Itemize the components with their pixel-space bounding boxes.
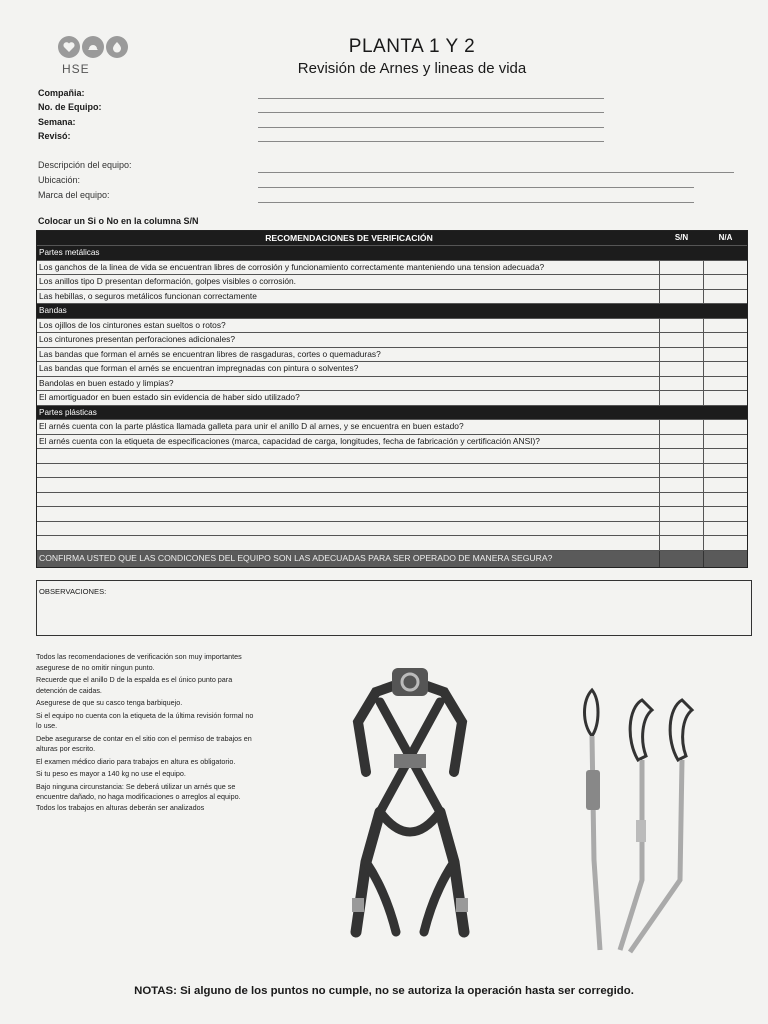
sn-cell[interactable] [659,319,703,333]
confirm-na-cell[interactable] [703,551,747,567]
table-row [37,435,747,450]
instruction-text: Colocar un Si o No en la columna S/N [38,216,199,226]
col-sn-header: S/N [659,231,703,245]
sn-cell[interactable] [659,377,703,391]
question: Las hebillas, o seguros metálicos funcionan correctamente [39,290,257,301]
equipment-number-field[interactable] [258,112,604,113]
question: Bandolas en buen estado y limpias? [39,377,174,388]
observations-label: OBSERVACIONES: [39,587,107,596]
sn-cell[interactable] [659,348,703,362]
na-cell[interactable] [703,261,747,275]
table-row [37,348,747,363]
table-row [37,391,747,406]
table-row-blank [37,493,747,508]
bottom-note: NOTAS: Si alguno de los puntos no cumple, no se autoriza la operación hasta ser corregido. [134,985,634,997]
table-row [37,319,747,334]
table-row [37,377,747,392]
reviewer-field[interactable] [258,141,604,142]
confirm-row [37,551,747,567]
note-item: Recuerde que el anillo D de la espalda es el único punto para detención de caidas. [36,675,233,695]
na-cell[interactable] [703,348,747,362]
na-cell[interactable] [703,420,747,434]
note-item: Si el equipo no cuenta con la etiqueta de la última revisión formal no lo use. [36,710,254,730]
confirm-sn-cell[interactable] [659,551,703,567]
table-row [37,362,747,377]
equipment-fields [38,158,132,203]
note-item: El examen médico diario para trabajos en altura es obligatorio. [36,756,236,766]
table-header [37,231,747,246]
question: El amortiguador en buen estado sin evidencia de haber sido utilizado? [39,392,300,402]
section-plastic [37,406,747,421]
equipment-description-field[interactable] [258,172,734,173]
sn-cell[interactable] [659,261,703,275]
logo-text: HSE [62,62,90,76]
company-field[interactable] [258,98,604,99]
note-item: Si tu peso es mayor a 140 kg no use el equipo. [36,769,186,778]
table-row-blank [37,522,747,537]
sn-cell[interactable] [659,420,703,434]
note-item: Debe asegurarse de contar en el sitio con el permiso de trabajos en alturas por escrito. [36,733,252,753]
section-title: Partes metálicas [39,248,100,257]
table-row-blank [37,478,747,493]
page-title: PLANTA 1 Y 2 [348,36,476,57]
confirm-question: CONFIRMA USTED QUE LAS CONDICONES DEL EQUIPO SON LAS ADECUADAS PARA SER OPERADO DE MANERA SEGURA? [39,552,553,563]
question: Los ganchos de la linea de vida se encuentran libres de corrosión y funcionamiento correctamente manteniendo una tension adecuada? [39,261,545,272]
location-label: Ubicación: [38,175,81,185]
na-cell[interactable] [703,319,747,333]
na-cell[interactable] [703,275,747,289]
question: Las bandas que forman el arnés se encuentran libres de rasgaduras, cortes o quemaduras? [39,348,381,359]
table-row [37,333,747,348]
week-field[interactable] [258,127,604,128]
question: El arnés cuenta con la etiqueta de especificaciones (marca, capacidad de carga, longitudes, fecha de fabricación y certificación ANSI)? [39,435,540,446]
sn-cell[interactable] [659,391,703,405]
na-cell[interactable] [703,333,747,347]
location-field[interactable] [258,187,694,188]
note-item: Bajo ninguna circunstancia: Se deberá utilizar un arnés que se encuentre dañado, no haga modificaciones o arreglos al equipo. Todos los trabajos en alturas deberán ser analizados [36,781,241,812]
table-row-blank [37,449,747,464]
question: Los anillos tipo D presentan deformación, golpes visibles o corrosión. [39,276,296,286]
section-title: Bandas [39,306,67,315]
equipment-brand-field[interactable] [258,202,694,203]
table-row [37,420,747,435]
table-row-blank [37,464,747,479]
observations-box[interactable] [36,580,752,636]
section-metal [37,246,747,261]
table-row [37,290,747,305]
hse-logo [58,36,138,84]
section-title: Partes plásticas [39,407,97,417]
safety-notes [36,652,258,815]
table-row-blank [37,536,747,551]
page-subtitle: Revisión de Arnes y lineas de vida [297,60,527,77]
equipment-brand-label: Marca del equipo: [38,190,110,200]
sn-cell[interactable] [659,333,703,347]
table-row [37,261,747,276]
na-cell[interactable] [703,377,747,391]
table-row [37,275,747,290]
question: Las bandas que forman el arnés se encuentran impregnadas con pintura o solventes? [39,363,359,373]
general-fields [38,86,102,144]
na-cell[interactable] [703,391,747,405]
table-header-title: RECOMENDACIONES DE VERIFICACIÓN [265,233,433,243]
question: Los ojillos de los cinturones estan sueltos o rotos? [39,319,226,330]
sn-cell[interactable] [659,435,703,449]
note-item: Asegurese de que su casco tenga barbiquejo. [36,698,183,707]
safety-icon [82,36,104,58]
harness-image [336,662,484,954]
section-bands [37,304,747,319]
company-label: Compañia: [38,88,85,98]
sn-cell[interactable] [659,290,703,304]
na-cell[interactable] [703,290,747,304]
verification-table [36,230,748,568]
question: El arnés cuenta con la parte plástica llamada galleta para unir el anillo D al arnes, y se encuentra en buen estado? [39,421,464,431]
lanyard-image [570,680,714,970]
equipment-number-label: No. de Equipo: [38,102,102,113]
question: Los cinturones presentan perforaciones adicionales? [39,334,236,344]
sn-cell[interactable] [659,275,703,289]
health-icon [58,36,80,58]
col-na-header: N/A [703,231,747,245]
week-label: Semana: [38,116,76,127]
equipment-description-label: Descripción del equipo: [38,160,132,170]
na-cell[interactable] [703,362,747,376]
note-item: Todos las recomendaciones de verificación son muy importantes asegurese de no omitir ningun punto. [36,652,242,672]
table-row-blank [37,507,747,522]
title-block [252,36,572,77]
sn-cell[interactable] [659,362,703,376]
na-cell[interactable] [703,435,747,449]
environment-icon [106,36,128,58]
reviewer-label: Revisó: [38,131,71,142]
